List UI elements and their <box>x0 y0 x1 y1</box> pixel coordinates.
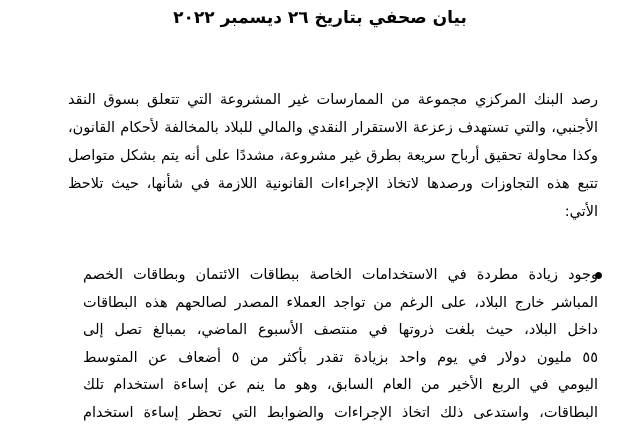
paragraph-line: البطاقات، واستدعى ذلك اتخاذ الإجراءات والضوابط التي تحظر إساءة استخدام <box>83 404 598 421</box>
paragraph-line: المباشر خارج البلاد، على الرغم من تواجد العملاء المصدر لصالحهم هذه البطاقات <box>83 294 598 311</box>
paragraph-line: تتبع هذه التجاوزات ورصدها لاتخاذ الإجراءات القانونية اللازمة في شأنها، حيث تلاحظ <box>68 176 598 192</box>
paragraph-line: وجود زيادة مطردة في الاستخدامات الخاصة ببطاقات الائتمان وبطاقات الخصم <box>83 267 598 283</box>
paragraph-line: اليومي في الربع الأخير من العام السابق، وهو ما ينم عن إساءة استخدام تلك <box>83 377 598 394</box>
paragraph-line: داخل البلاد، حيث بلغت ذروتها في منتصف الأسبوع الماضي، بمبالغ تصل إلى <box>83 322 598 339</box>
document-title: بيان صحفي بتاريخ ٢٦ ديسمبر ٢٠٢٢ <box>173 8 467 28</box>
paragraph-line: وكذا محاولة تحقيق أرباح سريعة بطرق غير مشروعة، مشددًا على أنه يتم بشكل متواصل <box>68 148 598 164</box>
bullet-paragraph <box>83 262 598 428</box>
paragraph-line: رصد البنك المركزي مجموعة من الممارسات غير المشروعة التي تتعلق بسوق النقد <box>68 92 598 108</box>
intro-paragraph <box>68 86 598 226</box>
paragraph-line: الأتي: <box>564 204 598 220</box>
paragraph-line: الأجنبي، والتي تستهدف زعزعة الاستقرار النقدي والمالي للبلاد بالمخالفة لأحكام القانون، <box>68 120 598 136</box>
paragraph-line: ٥٥ مليون دولار في يوم واحد بزيادة تقدر بأكثر من ٥ أضعاف عن المتوسط <box>83 349 598 366</box>
